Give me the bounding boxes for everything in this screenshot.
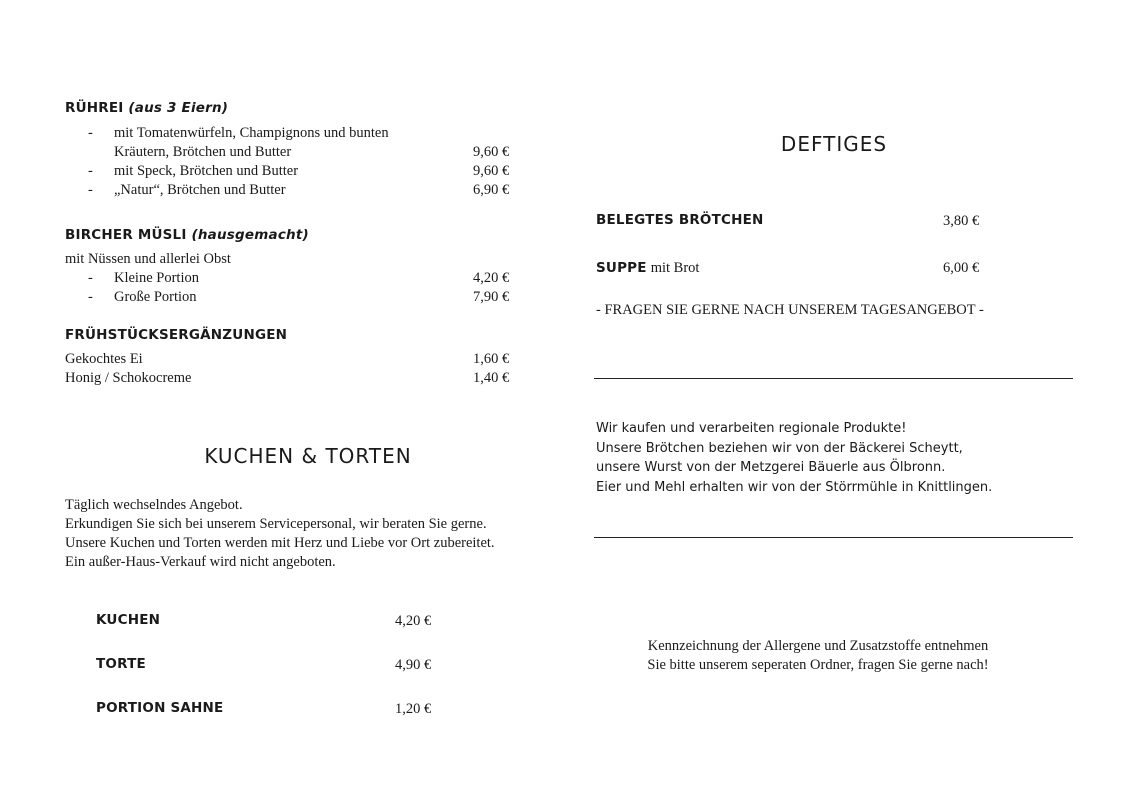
ruehrei-subtitle: (aus 3 Eiern) — [128, 100, 229, 116]
ruehrei-item-1-line1: mit Tomatenwürfeln, Champignons und bunten — [114, 125, 389, 141]
deftiges-item-1-price: 3,80 € — [943, 213, 980, 229]
ergaenzungen-item-2-label: Honig / Schokocreme — [65, 370, 192, 386]
deftiges-item-1-label: BELEGTES BRÖTCHEN — [596, 212, 764, 228]
deftiges-item-2-extra: mit Brot — [650, 260, 700, 276]
bircher-item-1: - Kleine Portion — [88, 270, 199, 286]
ruehrei-item-2-label: mit Speck, Brötchen und Butter — [114, 163, 299, 179]
ruehrei-item-3-label: „Natur“, Brötchen und Butter — [114, 182, 286, 198]
kuchen-text-3: Unsere Kuchen und Torten werden mit Herz und Liebe vor Ort zubereitet. — [65, 535, 495, 551]
allergene-line-1: Kennzeichnung der Allergene und Zusatzstoffe entnehmen — [647, 638, 989, 654]
kuchen-item-1-price: 4,20 € — [395, 613, 432, 629]
ruehrei-title: RÜHREI — [65, 100, 124, 116]
kuchen-item-2-price: 4,90 € — [395, 657, 432, 673]
regional-line-1: Wir kaufen und verarbeiten regionale Produkte! — [596, 421, 907, 436]
deftiges-note: - FRAGEN SIE GERNE NACH UNSEREM TAGESANGEBOT - — [596, 302, 984, 318]
bircher-item-2: - Große Portion — [88, 289, 197, 305]
regional-line-4: Eier und Mehl erhalten wir von der Störrmühle in Knittlingen. — [596, 480, 993, 495]
ruehrei-item-3-price: 6,90 € — [473, 182, 510, 198]
kuchen-item-3-label: PORTION SAHNE — [96, 700, 224, 716]
ergaenzungen-item-1-price: 1,60 € — [473, 351, 510, 367]
deftiges-item-2-label: SUPPE — [596, 260, 647, 276]
bircher-item-1-label: Kleine Portion — [114, 270, 199, 286]
kuchen-title: KUCHEN & TORTEN — [204, 444, 412, 468]
deftiges-item-2 — [596, 259, 699, 278]
ergaenzungen-item-1-label: Gekochtes Ei — [65, 351, 143, 367]
ruehrei-item-1-line2: Kräutern, Brötchen und Butter — [114, 144, 292, 160]
bircher-item-2-label: Große Portion — [114, 289, 197, 305]
allergene-line-2: Sie bitte unserem seperaten Ordner, fragen Sie gerne nach! — [647, 657, 989, 673]
ruehrei-item-1-price: 9,60 € — [473, 144, 510, 160]
ruehrei-item-1: - mit Tomatenwürfeln, Champignons und bunten — [88, 125, 389, 141]
kuchen-text-1: Täglich wechselndes Angebot. — [65, 497, 243, 513]
ruehrei-item-2: - mit Speck, Brötchen und Butter — [88, 163, 299, 179]
kuchen-item-1-label: KUCHEN — [96, 612, 161, 628]
ruehrei-item-2-price: 9,60 € — [473, 163, 510, 179]
deftiges-item-2-price: 6,00 € — [943, 260, 980, 276]
bircher-item-1-price: 4,20 € — [473, 270, 510, 286]
kuchen-text-2: Erkundigen Sie sich bei unserem Servicepersonal, wir beraten Sie gerne. — [65, 516, 487, 532]
regional-line-2: Unsere Brötchen beziehen wir von der Bäckerei Scheytt, — [596, 441, 963, 456]
ruehrei-item-3: - „Natur“, Brötchen und Butter — [88, 182, 286, 198]
ruehrei-heading — [65, 100, 228, 116]
kuchen-item-3-price: 1,20 € — [395, 701, 432, 717]
divider-bottom — [594, 537, 1073, 538]
kuchen-text-4: Ein außer-Haus-Verkauf wird nicht angeboten. — [65, 554, 336, 570]
ergaenzungen-title: FRÜHSTÜCKSERGÄNZUNGEN — [65, 327, 288, 343]
bircher-title: BIRCHER MÜSLI — [65, 227, 187, 243]
ergaenzungen-item-2-price: 1,40 € — [473, 370, 510, 386]
bircher-heading — [65, 227, 309, 243]
divider-top — [594, 378, 1073, 379]
deftiges-title: DEFTIGES — [780, 132, 888, 156]
regional-line-3: unsere Wurst von der Metzgerei Bäuerle aus Ölbronn. — [596, 460, 946, 475]
bircher-subtitle: (hausgemacht) — [191, 227, 309, 243]
kuchen-item-2-label: TORTE — [96, 656, 146, 672]
bircher-intro: mit Nüssen und allerlei Obst — [65, 251, 231, 267]
bircher-item-2-price: 7,90 € — [473, 289, 510, 305]
